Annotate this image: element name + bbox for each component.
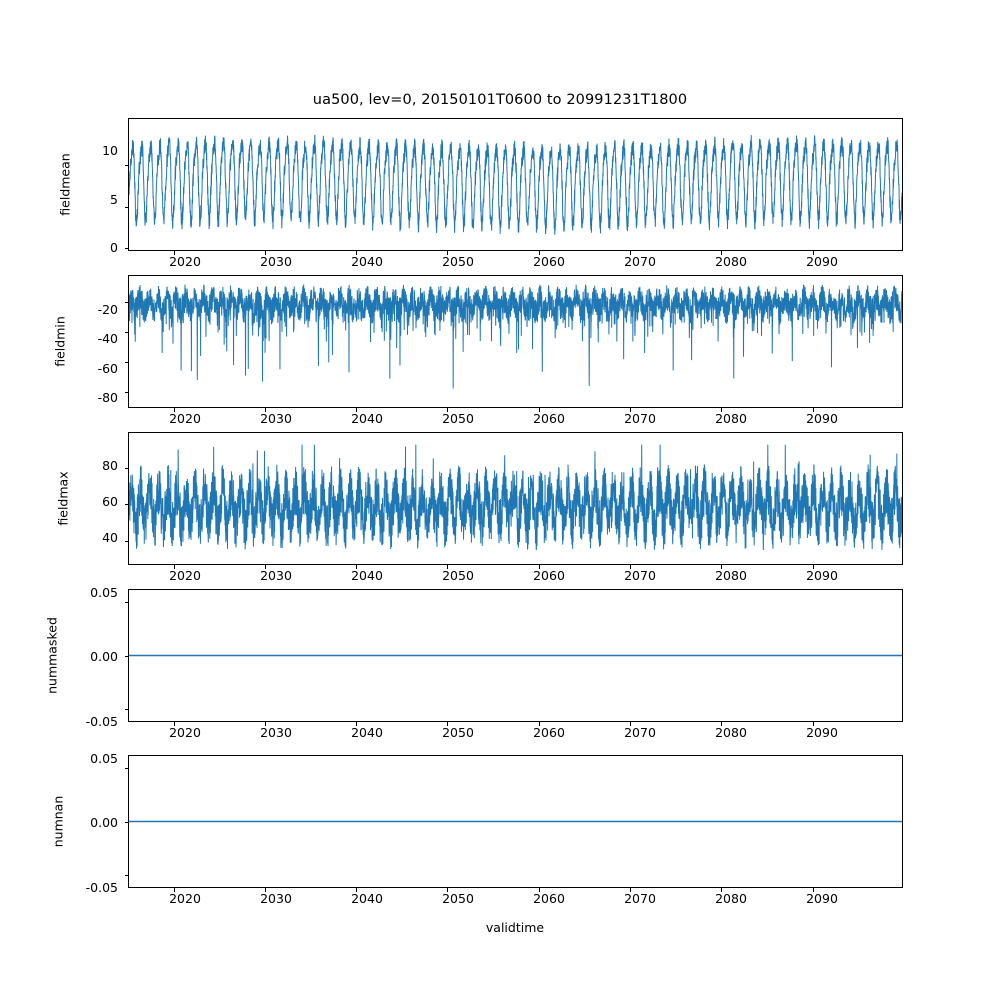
ytick-nummasked-1: 0.00 xyxy=(90,649,118,664)
ytick-nummasked-2: 0.05 xyxy=(90,585,118,600)
xtick-numnan-2080: 2080 xyxy=(715,891,747,906)
ytick-fieldmax-0: 40 xyxy=(102,530,118,545)
xtick-fieldmin-2030: 2030 xyxy=(260,411,292,426)
xtick-fieldmax-2090: 2090 xyxy=(806,568,838,583)
fieldmin-series-svg xyxy=(129,276,902,407)
xtick-fieldmean-2090: 2090 xyxy=(806,254,838,269)
xtick-numnan-2040: 2040 xyxy=(351,891,383,906)
ytick-fieldmax-2: 80 xyxy=(102,458,118,473)
xtick-nummasked-2070: 2070 xyxy=(624,725,656,740)
xtick-fieldmean-2050: 2050 xyxy=(442,254,474,269)
xtick-fieldmin-2080: 2080 xyxy=(715,411,747,426)
xtick-fieldmax-2030: 2030 xyxy=(260,568,292,583)
xtick-fieldmean-2040: 2040 xyxy=(351,254,383,269)
ylabel-numnan: numnan xyxy=(50,795,66,848)
figure-title: ua500, lev=0, 20150101T0600 to 20991231T1800 xyxy=(312,92,688,108)
xtick-numnan-2070: 2070 xyxy=(624,891,656,906)
xtick-fieldmean-2020: 2020 xyxy=(169,254,201,269)
ytick-fieldmin-1: -60 xyxy=(97,361,118,376)
xtick-fieldmin-2070: 2070 xyxy=(624,411,656,426)
xtick-fieldmean-2070: 2070 xyxy=(624,254,656,269)
xtick-fieldmin-2090: 2090 xyxy=(806,411,838,426)
xtick-fieldmax-2060: 2060 xyxy=(533,568,565,583)
ytick-fieldmean-1: 5 xyxy=(110,192,118,207)
ytick-fieldmean-0: 0 xyxy=(110,240,118,255)
ylabel-fieldmin: fieldmin xyxy=(52,316,68,367)
ytick-fieldmin-2: -40 xyxy=(97,331,118,346)
ytick-fieldmean-2: 10 xyxy=(102,143,118,158)
xtick-nummasked-2080: 2080 xyxy=(715,725,747,740)
xtick-nummasked-2040: 2040 xyxy=(351,725,383,740)
xtick-nummasked-2060: 2060 xyxy=(533,725,565,740)
xtick-fieldmax-2020: 2020 xyxy=(169,568,201,583)
xlabel-validtime: validtime xyxy=(485,920,545,935)
xtick-numnan-2030: 2030 xyxy=(260,891,292,906)
ylabel-fieldmax: fieldmax xyxy=(55,471,71,526)
xtick-fieldmin-2020: 2020 xyxy=(169,411,201,426)
xtick-numnan-2090: 2090 xyxy=(806,891,838,906)
fieldmax-series-svg xyxy=(129,433,902,564)
ylabel-fieldmean: fieldmean xyxy=(57,153,73,216)
xtick-nummasked-2090: 2090 xyxy=(806,725,838,740)
ytick-numnan-2: 0.05 xyxy=(90,751,118,766)
plot-panel-fieldmean xyxy=(128,118,903,251)
xtick-fieldmean-2030: 2030 xyxy=(260,254,292,269)
xtick-fieldmax-2070: 2070 xyxy=(624,568,656,583)
xtick-numnan-2020: 2020 xyxy=(169,891,201,906)
fieldmean-series-svg xyxy=(129,119,902,250)
ytick-fieldmin-3: -20 xyxy=(97,302,118,317)
xtick-fieldmax-2040: 2040 xyxy=(351,568,383,583)
ytick-nummasked-0: -0.05 xyxy=(85,714,118,729)
xtick-numnan-2060: 2060 xyxy=(533,891,565,906)
plot-panel-fieldmin xyxy=(128,275,903,408)
xtick-nummasked-2020: 2020 xyxy=(169,725,201,740)
xtick-nummasked-2050: 2050 xyxy=(442,725,474,740)
xtick-fieldmean-2060: 2060 xyxy=(533,254,565,269)
ytick-numnan-1: 0.00 xyxy=(90,815,118,830)
plot-panel-nummasked xyxy=(128,589,903,722)
plot-panel-fieldmax xyxy=(128,432,903,565)
plot-panel-numnan xyxy=(128,755,903,888)
xtick-fieldmin-2050: 2050 xyxy=(442,411,474,426)
xtick-numnan-2050: 2050 xyxy=(442,891,474,906)
xtick-fieldmin-2060: 2060 xyxy=(533,411,565,426)
nummasked-series-svg xyxy=(129,590,902,721)
xtick-fieldmin-2040: 2040 xyxy=(351,411,383,426)
ytick-fieldmax-1: 60 xyxy=(102,494,118,509)
ylabel-nummasked: nummasked xyxy=(44,617,60,694)
ytick-fieldmin-0: -80 xyxy=(97,390,118,405)
xtick-nummasked-2030: 2030 xyxy=(260,725,292,740)
xtick-fieldmax-2050: 2050 xyxy=(442,568,474,583)
xtick-fieldmean-2080: 2080 xyxy=(715,254,747,269)
ytick-numnan-0: -0.05 xyxy=(85,880,118,895)
xtick-fieldmax-2080: 2080 xyxy=(715,568,747,583)
numnan-series-svg xyxy=(129,756,902,887)
